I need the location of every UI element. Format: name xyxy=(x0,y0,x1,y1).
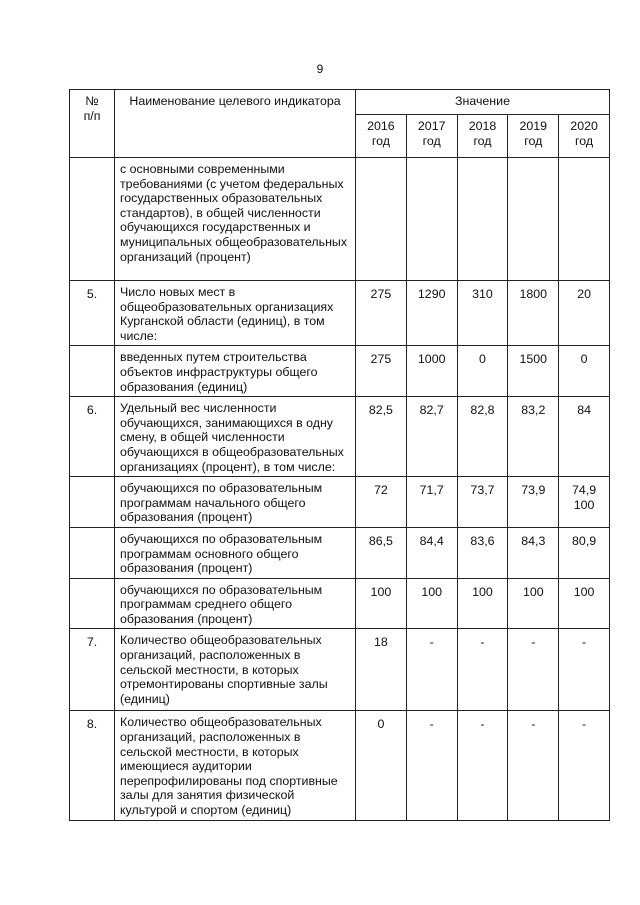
indicator-name: обучающихся по образовательным программам основного общего образования (процент) xyxy=(115,527,356,578)
indicator-value: 73,9 xyxy=(508,477,559,528)
indicator-value: - xyxy=(508,711,559,821)
header-year xyxy=(406,115,457,158)
indicator-value xyxy=(457,158,508,281)
indicator-value: - xyxy=(457,711,508,821)
header-year xyxy=(356,115,407,158)
indicator-value: - xyxy=(457,629,508,711)
table-row xyxy=(70,281,610,346)
header-num xyxy=(70,90,115,158)
indicator-value: 83,2 xyxy=(508,397,559,477)
indicator-value: 1290 xyxy=(406,281,457,346)
indicator-name: Количество общеобразовательных организаций, расположенных в сельской местности, в которых имеющиеся аудитории перепрофилированы под спортивные залы для занятия физической культурой и спортом (единиц) xyxy=(115,711,356,821)
indicator-value: 275 xyxy=(356,281,407,346)
row-number xyxy=(70,578,115,629)
row-number xyxy=(70,477,115,528)
indicator-value: 100 xyxy=(508,578,559,629)
table-row xyxy=(70,578,610,629)
indicator-value: 71,7 xyxy=(406,477,457,528)
header-year-unit: год xyxy=(371,134,390,148)
table-row xyxy=(70,527,610,578)
header-year-number: 2016 xyxy=(367,119,395,133)
indicator-name: Удельный вес численности обучающихся, занимающихся в одну смену, в общей численности обучающихся в общеобразовательных организациях (процент), в том числе: xyxy=(115,397,356,477)
indicator-name: введенных путем строительства объектов инфраструктуры общего образования (единиц) xyxy=(115,346,356,397)
indicator-name: с основными современными требованиями (с учетом федеральных государственных образовательных стандартов), в общей численности обучающихся государственных и муниципальных общеобразовательных организаций (процент) xyxy=(115,158,356,281)
row-number: 5. xyxy=(70,281,115,346)
indicator-value: - xyxy=(559,711,610,821)
indicator-value: 84,4 xyxy=(406,527,457,578)
indicator-value: 0 xyxy=(559,346,610,397)
indicator-value: 84 xyxy=(559,397,610,477)
indicator-value: 86,5 xyxy=(356,527,407,578)
row-number xyxy=(70,158,115,281)
header-value: Значение xyxy=(356,90,610,115)
indicator-value: 310 xyxy=(457,281,508,346)
indicator-value: 84,3 xyxy=(508,527,559,578)
header-year-number: 2018 xyxy=(468,119,497,133)
indicator-value: 1000 xyxy=(406,346,457,397)
table-row xyxy=(70,477,610,528)
header-year xyxy=(508,115,559,158)
indicator-value: - xyxy=(406,711,457,821)
indicator-value: 72 xyxy=(356,477,407,528)
indicator-value: 1800 xyxy=(508,281,559,346)
indicator-value: 82,5 xyxy=(356,397,407,477)
indicator-value: 80,9 xyxy=(559,527,610,578)
header-year-number: 2020 xyxy=(570,119,598,133)
header-year-number: 2017 xyxy=(417,119,446,133)
row-number: 7. xyxy=(70,629,115,711)
header-year-unit: год xyxy=(473,134,492,148)
indicator-value: 18 xyxy=(356,629,407,711)
indicator-value: 1500 xyxy=(508,346,559,397)
indicator-value: 275 xyxy=(356,346,407,397)
table-row xyxy=(70,711,610,821)
row-number: 6. xyxy=(70,397,115,477)
indicator-value: 83,6 xyxy=(457,527,508,578)
indicator-name: обучающихся по образовательным программам начального общего образования (процент) xyxy=(115,477,356,528)
indicator-value xyxy=(559,158,610,281)
header-row xyxy=(70,90,610,115)
indicator-value: - xyxy=(406,629,457,711)
indicator-value xyxy=(406,158,457,281)
row-number: 8. xyxy=(70,711,115,821)
indicator-value: 100 xyxy=(457,578,508,629)
header-year xyxy=(457,115,508,158)
header-year-number: 2019 xyxy=(519,119,548,133)
indicator-value: 100 xyxy=(559,578,610,629)
table-row xyxy=(70,158,610,281)
page-number: 9 xyxy=(316,62,324,76)
indicator-value xyxy=(356,158,407,281)
header-name: Наименование целевого индикатора xyxy=(115,90,356,158)
header-year-unit: год xyxy=(422,134,441,148)
indicator-value: - xyxy=(559,629,610,711)
indicator-value: 100 xyxy=(356,578,407,629)
indicator-value: 82,8 xyxy=(457,397,508,477)
indicator-value xyxy=(508,158,559,281)
table-row xyxy=(70,397,610,477)
header-num-label: № п/п xyxy=(83,94,101,123)
indicator-name: обучающихся по образовательным программам среднего общего образования (процент) xyxy=(115,578,356,629)
indicator-value: 73,7 xyxy=(457,477,508,528)
indicator-table xyxy=(69,89,610,821)
table-row xyxy=(70,629,610,711)
row-number xyxy=(70,527,115,578)
row-number xyxy=(70,346,115,397)
table-body xyxy=(70,158,610,821)
indicator-value: 82,7 xyxy=(406,397,457,477)
header-year-unit: год xyxy=(575,134,594,148)
indicator-value: 100 xyxy=(406,578,457,629)
header-year xyxy=(559,115,610,158)
header-year-unit: год xyxy=(524,134,543,148)
indicator-value: 0 xyxy=(356,711,407,821)
table-row xyxy=(70,346,610,397)
indicator-value: 0 xyxy=(457,346,508,397)
indicator-value: - xyxy=(508,629,559,711)
indicator-name: Количество общеобразовательных организаций, расположенных в сельской местности, в которых отремонтированы спортивные залы (единиц) xyxy=(115,629,356,711)
indicator-value: 74,9 100 xyxy=(559,477,610,528)
indicator-value: 20 xyxy=(559,281,610,346)
indicator-name: Число новых мест в общеобразовательных организациях Курганской области (единиц), в том числе: xyxy=(115,281,356,346)
